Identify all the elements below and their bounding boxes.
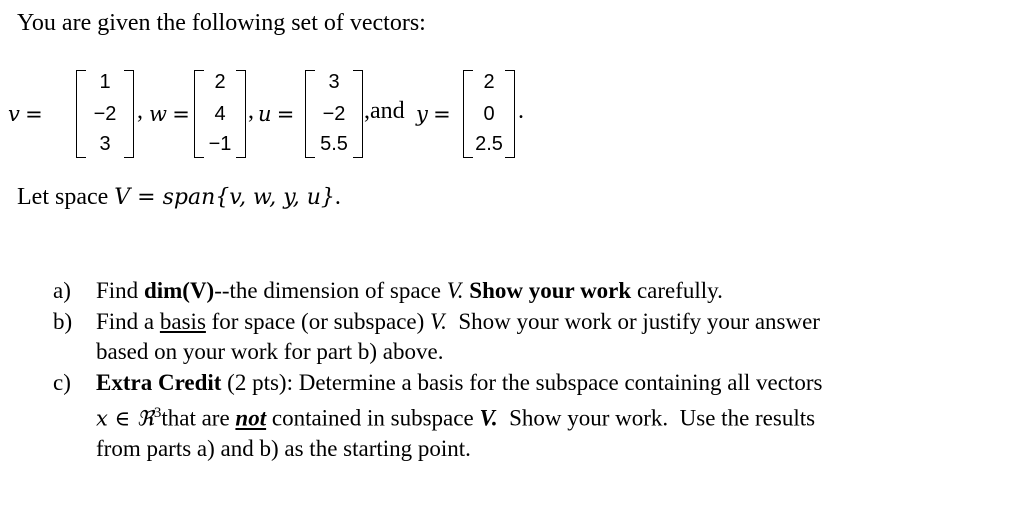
span-definition	[17, 184, 341, 211]
text-run: Find	[96, 278, 144, 303]
separator-comma: ,	[248, 98, 254, 124]
matrix-cell: −2	[93, 103, 117, 125]
vector-v-name: v	[8, 102, 20, 126]
text-run: Find a	[96, 308, 160, 334]
separator-comma: ,	[137, 98, 143, 124]
matrix-cell: 2	[483, 71, 495, 93]
span-expression: span{v, w, y, u}	[162, 185, 335, 210]
vector-w-name: w	[149, 102, 167, 126]
bold-text: Show your work	[469, 278, 632, 303]
matrix-cell: 3	[99, 133, 111, 155]
matrix-cell: −1	[208, 133, 232, 155]
vector-v-matrix	[76, 70, 134, 158]
text-run: --the dimension of space	[214, 278, 447, 303]
intro-text: You are given the following set of vectors:	[17, 10, 426, 36]
math-expression: x ∈ ℜ	[96, 406, 154, 431]
vector-y-name: y	[416, 102, 428, 126]
and-text: ,and	[364, 98, 405, 124]
underlined-text: basis	[159, 308, 206, 334]
italic-text: V.	[430, 308, 447, 334]
final-period: .	[518, 98, 524, 124]
matrix-cell: 2.5	[475, 133, 503, 155]
span-prefix: Let space	[17, 184, 115, 210]
vector-y-matrix	[463, 70, 515, 158]
question-line: from parts a) and b) as the starting point.	[96, 436, 471, 462]
matrix-cell: 5.5	[320, 133, 348, 155]
question-line	[96, 307, 1013, 338]
question-list	[53, 276, 1013, 465]
span-equals: =	[130, 185, 163, 210]
italic-text: V.	[446, 278, 464, 303]
superscript: 3	[153, 405, 162, 421]
text-run: Show your work or justify your answer	[446, 308, 820, 334]
text-run: (2 pts): Determine a basis for the subspace containing all vectors	[221, 369, 823, 395]
text-run: that are	[161, 405, 236, 431]
vector-u-label	[258, 102, 294, 127]
vector-definitions	[0, 66, 1024, 162]
vector-u-name: u	[258, 102, 272, 126]
question-marker: c)	[53, 369, 71, 395]
equals-sign: =	[276, 102, 295, 126]
bold-text: Extra Credit	[96, 369, 222, 395]
vector-y-label	[416, 102, 451, 127]
matrix-cell: −2	[322, 103, 346, 125]
question-c	[53, 368, 1013, 465]
matrix-cell: 0	[483, 103, 495, 125]
text-run: contained in subspace	[266, 405, 480, 431]
question-line	[96, 398, 1013, 434]
emphasis-not: not	[235, 405, 267, 431]
bold-text: dim(V)	[143, 278, 215, 303]
matrix-cell: 2	[214, 71, 226, 93]
matrix-cell: 3	[328, 71, 340, 93]
vector-w-matrix	[194, 70, 246, 158]
equals-sign: =	[433, 102, 451, 126]
vector-v-label	[8, 102, 43, 127]
span-suffix: .	[334, 184, 341, 210]
question-marker: b)	[53, 308, 73, 334]
bold-italic-text: V.	[479, 405, 498, 431]
text-run: carefully.	[631, 278, 723, 303]
matrix-cell: 4	[214, 103, 226, 125]
vector-w-label	[149, 102, 190, 127]
equals-sign: =	[25, 102, 43, 126]
question-line	[96, 368, 1013, 399]
question-b	[53, 307, 1013, 368]
question-line: based on your work for part b) above.	[96, 339, 444, 364]
question-marker: a)	[53, 278, 71, 303]
text-run: Show your work. Use the results	[497, 405, 816, 431]
space-symbol: V	[114, 185, 131, 210]
question-line	[96, 276, 1013, 307]
vector-u-matrix	[305, 70, 363, 158]
matrix-cell: 1	[99, 71, 111, 93]
text-run: for space (or subspace)	[205, 308, 431, 334]
question-a	[53, 276, 1013, 307]
equals-sign: =	[172, 102, 190, 126]
